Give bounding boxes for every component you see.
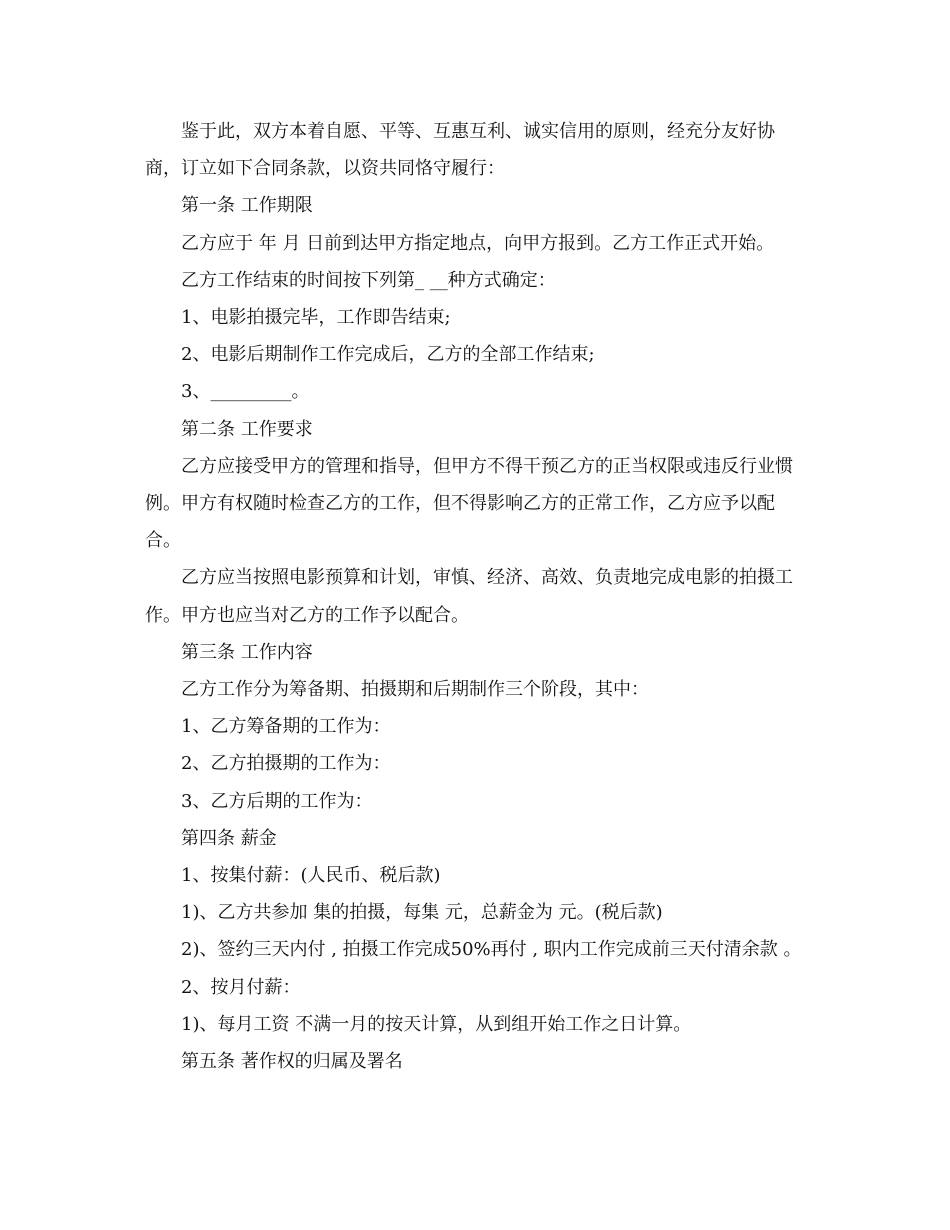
paragraph-preamble: 鉴于此，双方本着自愿、平等、互惠互利、诚实信用的原则，经充分友好协商，订立如下合同条款，以资共同恪守履行：: [145, 121, 775, 180]
list-item-end-3: 3、_________。: [181, 381, 310, 403]
list-item-stage-1: 1、乙方筹备期的工作为：: [181, 716, 391, 738]
heading-article-5: 第五条 著作权的归属及署名: [181, 1051, 403, 1073]
paragraph-management: 乙方应接受甲方的管理和指导，但甲方不得干预乙方的正当权限或违反行业惯例。甲方有权随时检查乙方的工作，但不得影响乙方的正常工作，乙方应予以配合。: [145, 455, 793, 552]
list-item-pay-monthly: 2、按月付薪：: [181, 976, 301, 998]
list-item-pay-per-episode: 1、按集付薪：(人民币、税后款): [181, 865, 441, 887]
heading-article-4: 第四条 薪金: [181, 827, 277, 849]
list-item-stage-3: 3、乙方后期的工作为：: [181, 790, 373, 812]
list-item-pay-monthly-detail: 1)、每月工资 不满一月的按天计算，从到组开始工作之日计算。: [181, 1013, 692, 1035]
list-item-pay-episode-detail: 1)、乙方共参加 集的拍摄，每集 元，总薪金为 元。(税后款): [181, 902, 663, 924]
paragraph-end-method: 乙方工作结束的时间按下列第_ __种方式确定：: [181, 269, 556, 291]
paragraph-budget: 乙方应当按照电影预算和计划，审慎、经济、高效、负责地完成电影的拍摄工作。甲方也应当对乙方的工作予以配合。: [145, 567, 793, 626]
list-item-end-1: 1、电影拍摄完毕，工作即告结束;: [181, 307, 451, 329]
document-body: [145, 113, 805, 1080]
paragraph-report-date: 乙方应于 年 月 日前到达甲方指定地点，向甲方报到。乙方工作正式开始。: [181, 232, 775, 254]
heading-article-3: 第三条 工作内容: [181, 641, 313, 663]
list-item-end-2: 2、电影后期制作工作完成后，乙方的全部工作结束;: [181, 344, 595, 366]
list-item-pay-schedule: 2)、签约三天内付 , 拍摄工作完成50%再付 , 职内工作完成前三天付清余款 。: [181, 939, 802, 961]
heading-article-1: 第一条 工作期限: [181, 195, 313, 217]
paragraph-work-stages: 乙方工作分为筹备期、拍摄期和后期制作三个阶段，其中：: [181, 679, 649, 701]
list-item-stage-2: 2、乙方拍摄期的工作为：: [181, 753, 391, 775]
heading-article-2: 第二条 工作要求: [181, 418, 313, 440]
